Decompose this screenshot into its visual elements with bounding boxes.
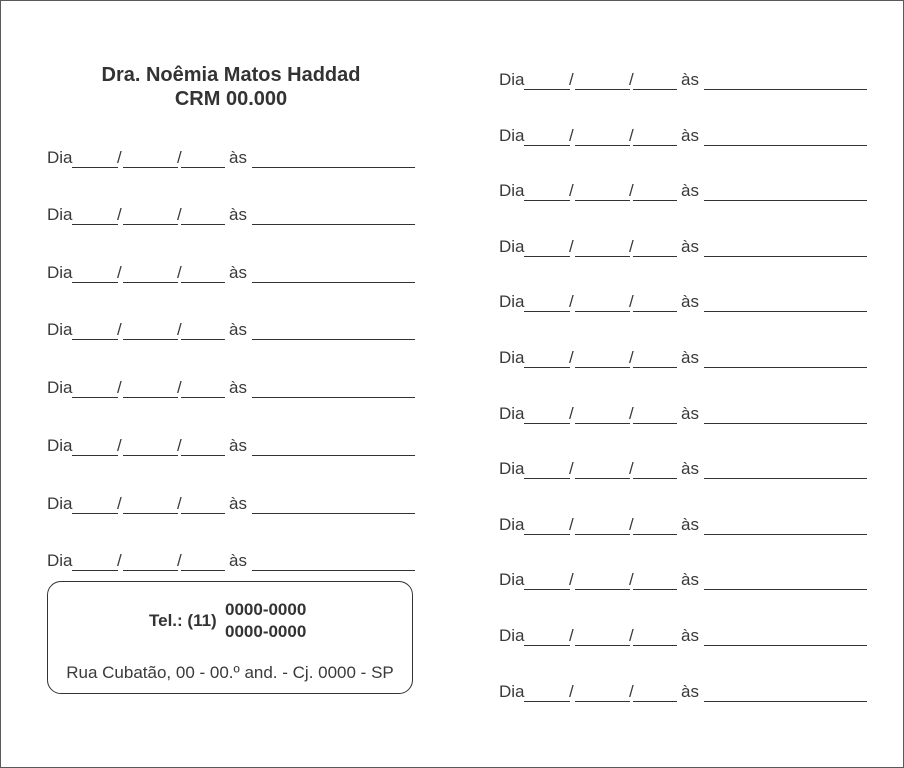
month-blank[interactable] — [575, 311, 630, 312]
day-label: Dia — [499, 70, 525, 89]
time-label: às — [681, 181, 699, 201]
month-blank[interactable] — [575, 200, 630, 201]
time-blank[interactable] — [704, 589, 867, 590]
date-separator: / — [117, 205, 122, 224]
appointment-row — [499, 125, 869, 147]
day-blank[interactable] — [524, 311, 570, 312]
date-separator: / — [569, 514, 574, 534]
year-blank[interactable] — [633, 145, 677, 146]
date-separator: / — [177, 551, 182, 570]
date-separator: / — [117, 263, 122, 282]
appointment-row — [499, 69, 869, 91]
date-separator: / — [569, 681, 574, 701]
year-blank[interactable] — [633, 256, 677, 257]
appointment-row — [47, 435, 417, 457]
time-label: às — [229, 205, 247, 224]
year-blank[interactable] — [181, 397, 225, 398]
time-blank[interactable] — [704, 534, 867, 535]
time-label: às — [681, 70, 699, 89]
date-separator: / — [629, 626, 634, 645]
appointment-row — [499, 291, 869, 313]
date-separator: / — [629, 70, 634, 89]
day-label: Dia — [47, 494, 73, 513]
time-blank[interactable] — [252, 167, 415, 168]
year-blank[interactable] — [181, 167, 225, 168]
time-label: às — [681, 292, 699, 312]
date-separator: / — [177, 494, 182, 513]
time-label: às — [681, 514, 699, 534]
contact-box — [47, 581, 413, 694]
time-blank[interactable] — [252, 339, 415, 340]
date-separator: / — [177, 205, 182, 224]
appointment-row — [47, 377, 417, 399]
time-label: às — [229, 378, 247, 397]
day-blank[interactable] — [524, 701, 570, 702]
time-label: às — [681, 236, 699, 256]
doctor-name: Dra. Noêmia Matos Haddad — [101, 64, 361, 86]
year-blank[interactable] — [181, 570, 225, 571]
month-blank[interactable] — [575, 701, 630, 702]
time-label: às — [229, 263, 247, 282]
year-blank[interactable] — [181, 339, 225, 340]
month-blank[interactable] — [123, 167, 178, 168]
appointment-row — [499, 514, 869, 536]
time-blank[interactable] — [704, 478, 867, 479]
phone-number: 0000-0000 — [225, 622, 307, 641]
time-label: às — [681, 459, 699, 479]
day-label: Dia — [499, 236, 525, 256]
time-blank[interactable] — [252, 224, 415, 225]
month-blank[interactable] — [575, 367, 630, 368]
tel-label: Tel.: (11) — [149, 611, 217, 630]
day-blank[interactable] — [524, 367, 570, 368]
time-label: às — [681, 125, 699, 145]
time-label: às — [681, 348, 699, 367]
time-label: às — [681, 570, 699, 590]
appointment-row — [47, 262, 417, 284]
day-label: Dia — [47, 320, 73, 339]
day-blank[interactable] — [72, 282, 118, 283]
day-label: Dia — [499, 181, 525, 201]
time-blank[interactable] — [252, 282, 415, 283]
time-label: às — [229, 436, 247, 455]
doctor-crm: CRM 00.000 — [174, 88, 288, 110]
time-blank[interactable] — [704, 423, 867, 424]
date-separator: / — [117, 436, 122, 455]
day-blank[interactable] — [72, 570, 118, 571]
day-blank[interactable] — [524, 200, 570, 201]
day-label: Dia — [499, 459, 525, 479]
date-separator: / — [117, 320, 122, 339]
year-blank[interactable] — [181, 282, 225, 283]
date-separator: / — [117, 551, 122, 570]
date-separator: / — [629, 403, 634, 423]
appointment-row — [47, 204, 417, 226]
date-separator: / — [569, 70, 574, 89]
month-blank[interactable] — [575, 534, 630, 535]
month-blank[interactable] — [123, 339, 178, 340]
year-blank[interactable] — [633, 534, 677, 535]
day-label: Dia — [499, 348, 525, 367]
date-separator: / — [629, 181, 634, 201]
date-separator: / — [569, 125, 574, 145]
time-blank[interactable] — [252, 570, 415, 571]
phone-number: 0000-0000 — [225, 600, 307, 619]
day-label: Dia — [47, 263, 73, 282]
date-separator: / — [177, 320, 182, 339]
date-separator: / — [177, 378, 182, 397]
time-label: às — [681, 626, 699, 645]
day-blank[interactable] — [72, 339, 118, 340]
day-label: Dia — [499, 403, 525, 423]
day-label: Dia — [499, 570, 525, 590]
day-label: Dia — [47, 436, 73, 455]
month-blank[interactable] — [575, 89, 630, 90]
year-blank[interactable] — [181, 224, 225, 225]
time-blank[interactable] — [704, 89, 867, 90]
time-blank[interactable] — [704, 311, 867, 312]
year-blank[interactable] — [633, 367, 677, 368]
day-label: Dia — [499, 626, 525, 645]
year-blank[interactable] — [181, 513, 225, 514]
day-blank[interactable] — [524, 256, 570, 257]
date-separator: / — [569, 570, 574, 590]
day-label: Dia — [47, 378, 73, 397]
month-blank[interactable] — [123, 513, 178, 514]
appointment-row — [47, 319, 417, 341]
time-label: às — [681, 403, 699, 423]
month-blank[interactable] — [575, 145, 630, 146]
appointment-row — [47, 147, 417, 169]
date-separator: / — [629, 292, 634, 312]
date-separator: / — [117, 148, 122, 167]
day-label: Dia — [47, 205, 73, 224]
time-blank[interactable] — [704, 200, 867, 201]
date-separator: / — [569, 181, 574, 201]
appointment-row — [499, 681, 869, 703]
year-blank[interactable] — [633, 311, 677, 312]
phone-numbers — [225, 599, 306, 643]
month-blank[interactable] — [123, 570, 178, 571]
address: Rua Cubatão, 00 - 00.º and. - Cj. 0000 - SP — [66, 663, 394, 682]
month-blank[interactable] — [123, 224, 178, 225]
appointment-row — [499, 458, 869, 480]
day-blank[interactable] — [524, 89, 570, 90]
date-separator: / — [569, 459, 574, 479]
day-blank[interactable] — [72, 167, 118, 168]
year-blank[interactable] — [633, 701, 677, 702]
month-blank[interactable] — [575, 589, 630, 590]
month-blank[interactable] — [123, 397, 178, 398]
day-blank[interactable] — [72, 455, 118, 456]
day-label: Dia — [499, 125, 525, 145]
appointment-row — [499, 236, 869, 258]
appointment-row — [499, 347, 869, 369]
day-blank[interactable] — [524, 534, 570, 535]
day-blank[interactable] — [524, 478, 570, 479]
time-blank[interactable] — [252, 513, 415, 514]
date-separator: / — [177, 148, 182, 167]
time-blank[interactable] — [252, 397, 415, 398]
time-blank[interactable] — [704, 701, 867, 702]
time-label: às — [229, 494, 247, 513]
date-separator: / — [569, 403, 574, 423]
year-blank[interactable] — [633, 478, 677, 479]
year-blank[interactable] — [633, 89, 677, 90]
day-blank[interactable] — [72, 224, 118, 225]
date-separator: / — [629, 681, 634, 701]
date-separator: / — [629, 125, 634, 145]
date-separator: / — [569, 292, 574, 312]
appointment-row — [499, 569, 869, 591]
appointment-row — [499, 625, 869, 647]
day-label: Dia — [47, 148, 73, 167]
time-blank[interactable] — [704, 145, 867, 146]
appointment-row — [499, 403, 869, 425]
date-separator: / — [117, 494, 122, 513]
day-blank[interactable] — [524, 589, 570, 590]
date-separator: / — [177, 436, 182, 455]
time-blank[interactable] — [252, 455, 415, 456]
day-label: Dia — [47, 551, 73, 570]
date-separator: / — [629, 348, 634, 367]
time-blank[interactable] — [704, 645, 867, 646]
day-blank[interactable] — [524, 423, 570, 424]
time-blank[interactable] — [704, 256, 867, 257]
time-label: às — [229, 551, 247, 570]
month-blank[interactable] — [575, 423, 630, 424]
doctor-header — [47, 63, 415, 111]
year-blank[interactable] — [633, 589, 677, 590]
time-label: às — [229, 148, 247, 167]
appointment-row — [47, 550, 417, 572]
date-separator: / — [569, 626, 574, 645]
month-blank[interactable] — [575, 256, 630, 257]
day-blank[interactable] — [72, 397, 118, 398]
appointment-row — [47, 493, 417, 515]
year-blank[interactable] — [633, 645, 677, 646]
year-blank[interactable] — [633, 200, 677, 201]
time-label: às — [229, 320, 247, 339]
date-separator: / — [117, 378, 122, 397]
month-blank[interactable] — [575, 478, 630, 479]
year-blank[interactable] — [181, 455, 225, 456]
day-label: Dia — [499, 514, 525, 534]
day-blank[interactable] — [524, 645, 570, 646]
date-separator: / — [629, 236, 634, 256]
day-label: Dia — [499, 292, 525, 312]
date-separator: / — [629, 514, 634, 534]
date-separator: / — [569, 236, 574, 256]
date-separator: / — [629, 459, 634, 479]
day-blank[interactable] — [524, 145, 570, 146]
month-blank[interactable] — [123, 282, 178, 283]
month-blank[interactable] — [575, 645, 630, 646]
day-label: Dia — [499, 681, 525, 701]
time-blank[interactable] — [704, 367, 867, 368]
date-separator: / — [569, 348, 574, 367]
time-label: às — [681, 681, 699, 701]
date-separator: / — [629, 570, 634, 590]
year-blank[interactable] — [633, 423, 677, 424]
day-blank[interactable] — [72, 513, 118, 514]
date-separator: / — [177, 263, 182, 282]
month-blank[interactable] — [123, 455, 178, 456]
appointment-row — [499, 180, 869, 202]
